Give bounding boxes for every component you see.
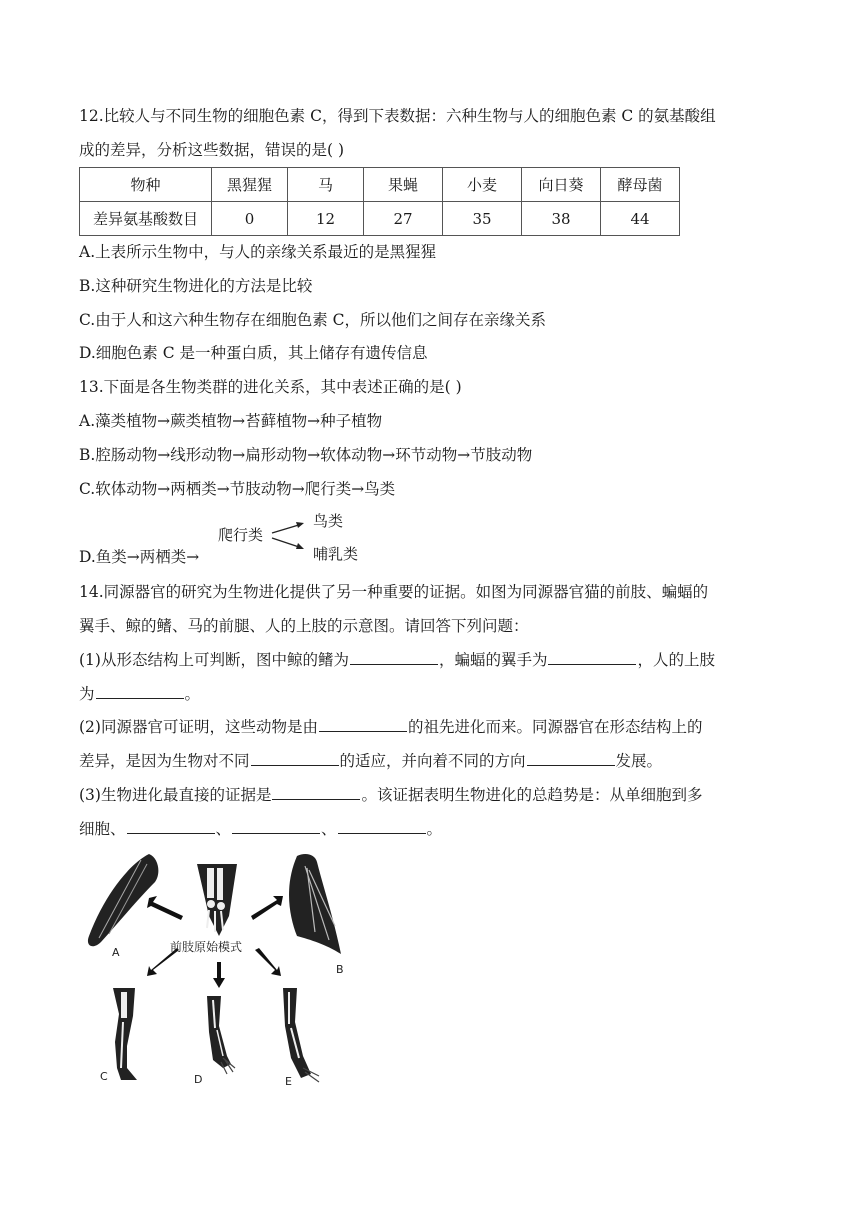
table-cell: 物种 bbox=[80, 168, 212, 202]
q14-stem-line2: 翼手、鲸的鳍、马的前腿、人的上肢的示意图。请回答下列问题： bbox=[79, 617, 529, 635]
answer-blank[interactable] bbox=[338, 819, 426, 834]
text: 。 bbox=[184, 685, 201, 703]
q12-option-b: B.这种研究生物进化的方法是比较 bbox=[79, 277, 313, 295]
q13-option-c: C.软体动物→两栖类→节肢动物→爬行类→鸟类 bbox=[79, 480, 396, 498]
q12-option-c: C.由于人和这六种生物存在细胞色素 C，所以他们之间存在亲缘关系 bbox=[79, 311, 547, 329]
table-cell: 27 bbox=[364, 202, 443, 236]
table-cell: 向日葵 bbox=[522, 168, 601, 202]
table-cell: 果蝇 bbox=[364, 168, 443, 202]
q14-part2-line1 bbox=[79, 717, 702, 737]
q14-part3-line1 bbox=[79, 785, 702, 805]
answer-blank[interactable] bbox=[127, 819, 215, 834]
q14-part3-line2 bbox=[79, 819, 442, 839]
table-cell: 35 bbox=[443, 202, 522, 236]
table-cell: 0 bbox=[212, 202, 288, 236]
cytochrome-table bbox=[79, 167, 680, 236]
q12-stem-line1: 12.比较人与不同生物的细胞色素 C，得到下表数据：六种生物与人的细胞色素 C 的氨基酸组 bbox=[79, 107, 716, 125]
q13-option-d: D.鱼类→两栖类→ bbox=[79, 548, 200, 566]
answer-blank[interactable] bbox=[319, 717, 407, 732]
text: (1)从形态结构上可判断，图中鲸的鳍为 bbox=[79, 651, 349, 669]
figure-label-b: B bbox=[336, 963, 344, 976]
text: 的适应，并向着不同的方向 bbox=[339, 752, 526, 770]
text: (3)生物进化最直接的证据是 bbox=[79, 786, 272, 804]
branch-up: 鸟类 bbox=[313, 512, 344, 530]
limb-a-flipper bbox=[88, 854, 158, 946]
table-cell: 马 bbox=[288, 168, 364, 202]
figure-label-e: E bbox=[285, 1075, 292, 1088]
table-cell: 小麦 bbox=[443, 168, 522, 202]
q14-part1-line2 bbox=[79, 684, 200, 704]
answer-blank[interactable] bbox=[251, 751, 339, 766]
q14-stem-line1: 14.同源器官的研究为生物进化提供了另一种重要的证据。如图为同源器官猫的前肢、蝙蝠的 bbox=[79, 583, 709, 601]
q14-part1-line1 bbox=[79, 650, 715, 670]
branch-arrows bbox=[270, 518, 310, 554]
figure-label-c: C bbox=[100, 1070, 108, 1083]
limb-e-cat-forelimb bbox=[283, 988, 319, 1082]
limb-original-pattern bbox=[197, 864, 237, 936]
q12-stem-line2: 成的差异，分析这些数据，错误的是( ) bbox=[79, 141, 345, 159]
branch-down: 哺乳类 bbox=[313, 545, 359, 563]
text: 的祖先进化而来。同源器官在形态结构上的 bbox=[407, 718, 703, 736]
text: (2)同源器官可证明，这些动物是由 bbox=[79, 718, 318, 736]
answer-blank[interactable] bbox=[272, 785, 360, 800]
answer-blank[interactable] bbox=[527, 751, 615, 766]
text: 差异，是因为生物对不同 bbox=[79, 752, 250, 770]
table-cell: 44 bbox=[601, 202, 680, 236]
figure-label-a: A bbox=[112, 946, 120, 959]
answer-blank[interactable] bbox=[232, 819, 320, 834]
table-header-row bbox=[80, 168, 680, 202]
table-cell: 黑猩猩 bbox=[212, 168, 288, 202]
table-row bbox=[80, 202, 680, 236]
text: 细胞、 bbox=[79, 820, 126, 838]
text: 、 bbox=[215, 820, 232, 838]
table-cell: 酵母菌 bbox=[601, 168, 680, 202]
text: 发展。 bbox=[615, 752, 663, 770]
figure-center-label: 前肢原始模式 bbox=[170, 940, 243, 954]
q13-stem: 13.下面是各生物类群的进化关系，其中表述正确的是( ) bbox=[79, 378, 462, 396]
text: 。该证据表明生物进化的总趋势是：从单细胞到多 bbox=[361, 786, 703, 804]
answer-blank[interactable] bbox=[548, 650, 636, 665]
figure-label-d: D bbox=[194, 1073, 203, 1086]
answer-blank[interactable] bbox=[350, 650, 438, 665]
q12-option-d: D.细胞色素 C 是一种蛋白质，其上储存有遗传信息 bbox=[79, 344, 428, 362]
table-cell: 12 bbox=[288, 202, 364, 236]
table-cell: 差异氨基酸数目 bbox=[80, 202, 212, 236]
text: 为 bbox=[79, 685, 95, 703]
text: ，人的上肢 bbox=[637, 651, 715, 669]
text: ，蝙蝠的翼手为 bbox=[438, 651, 548, 669]
limb-d-human-arm bbox=[207, 996, 235, 1074]
answer-blank[interactable] bbox=[96, 684, 184, 699]
table-cell: 38 bbox=[522, 202, 601, 236]
homologous-organs-figure bbox=[79, 846, 369, 1096]
text: 。 bbox=[426, 820, 443, 838]
q14-part2-line2 bbox=[79, 751, 662, 771]
limb-c-horse-leg bbox=[113, 988, 137, 1080]
text: 、 bbox=[321, 820, 337, 838]
q12-option-a: A.上表所示生物中，与人的亲缘关系最近的是黑猩猩 bbox=[79, 243, 437, 261]
q13-option-a: A.藻类植物→蕨类植物→苔藓植物→种子植物 bbox=[79, 412, 383, 430]
limb-b-bat-wing bbox=[289, 854, 341, 954]
q13-option-b: B.腔肠动物→线形动物→扁形动物→软体动物→环节动物→节肢动物 bbox=[79, 446, 533, 464]
branch-root: 爬行类 bbox=[218, 526, 264, 544]
